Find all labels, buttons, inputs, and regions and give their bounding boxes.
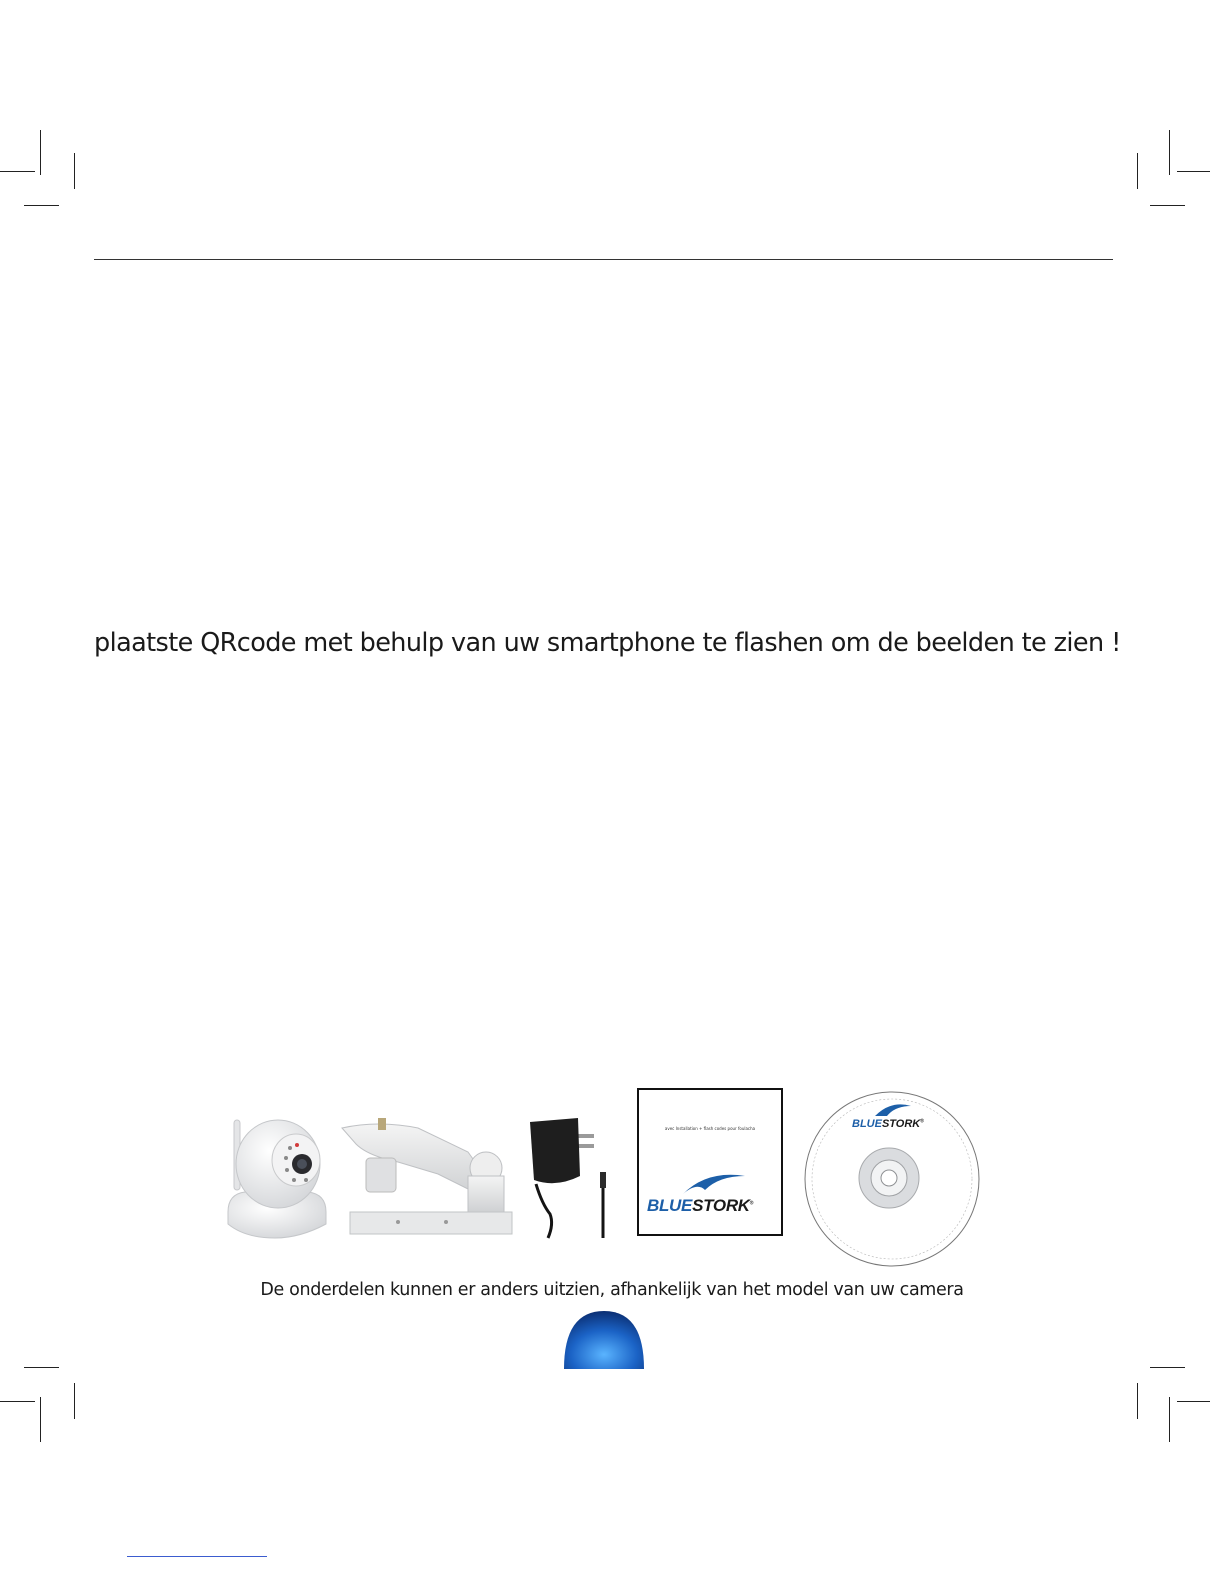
cd-logo [852,1118,924,1130]
crop-mark-tr-h1 [1177,171,1210,172]
crop-mark-br-h1 [1150,1367,1185,1368]
qr-instruction-text: plaatste QRcode met behulp van uw smartphone te flashen om de beelden te zien ! [94,628,1121,658]
guide-logo-dark: STORK [692,1196,750,1215]
contents-caption: De onderdelen kunnen er anders uitzien, afhankelijk van het model van uw camera [260,1280,964,1300]
blue-dome-tab [563,1310,645,1370]
header-rule [94,259,1113,260]
crop-mark-tl-v2 [74,153,75,189]
crop-mark-tr-h2 [1150,205,1185,206]
crop-mark-bl-v2 [40,1397,41,1442]
installation-cd-image [803,1090,981,1268]
crop-mark-tr-v1 [1169,130,1170,175]
crop-mark-tl-v1 [40,130,41,175]
guide-logo [647,1196,753,1216]
guide-logo-blue: BLUE [647,1196,693,1215]
guide-subtitle: avec Installation + flash codes pour foulacha [664,1126,756,1131]
cd-logo-reg: ® [920,1118,924,1125]
crop-mark-tl-h1 [0,171,35,172]
quick-guide-booklet [637,1088,783,1236]
wall-mount-bracket-image [338,1116,518,1240]
power-adapter-image [520,1114,620,1240]
guide-logo-reg: ® [749,1200,754,1207]
crop-mark-br-h2 [1177,1401,1210,1402]
crop-mark-tl-h2 [24,205,59,206]
crop-mark-bl-h2 [0,1401,35,1402]
crop-mark-tr-v2 [1137,153,1138,189]
ip-camera-image [220,1112,330,1242]
crop-mark-br-v2 [1169,1397,1170,1442]
crop-mark-bl-h1 [24,1367,59,1368]
cd-logo-dark: STORK [881,1118,921,1130]
crop-mark-br-v1 [1137,1383,1138,1419]
crop-mark-bl-v1 [74,1383,75,1419]
cd-logo-blue: BLUE [852,1118,882,1130]
bluestork-swoosh-icon [679,1168,749,1198]
footer-underline [127,1556,267,1557]
